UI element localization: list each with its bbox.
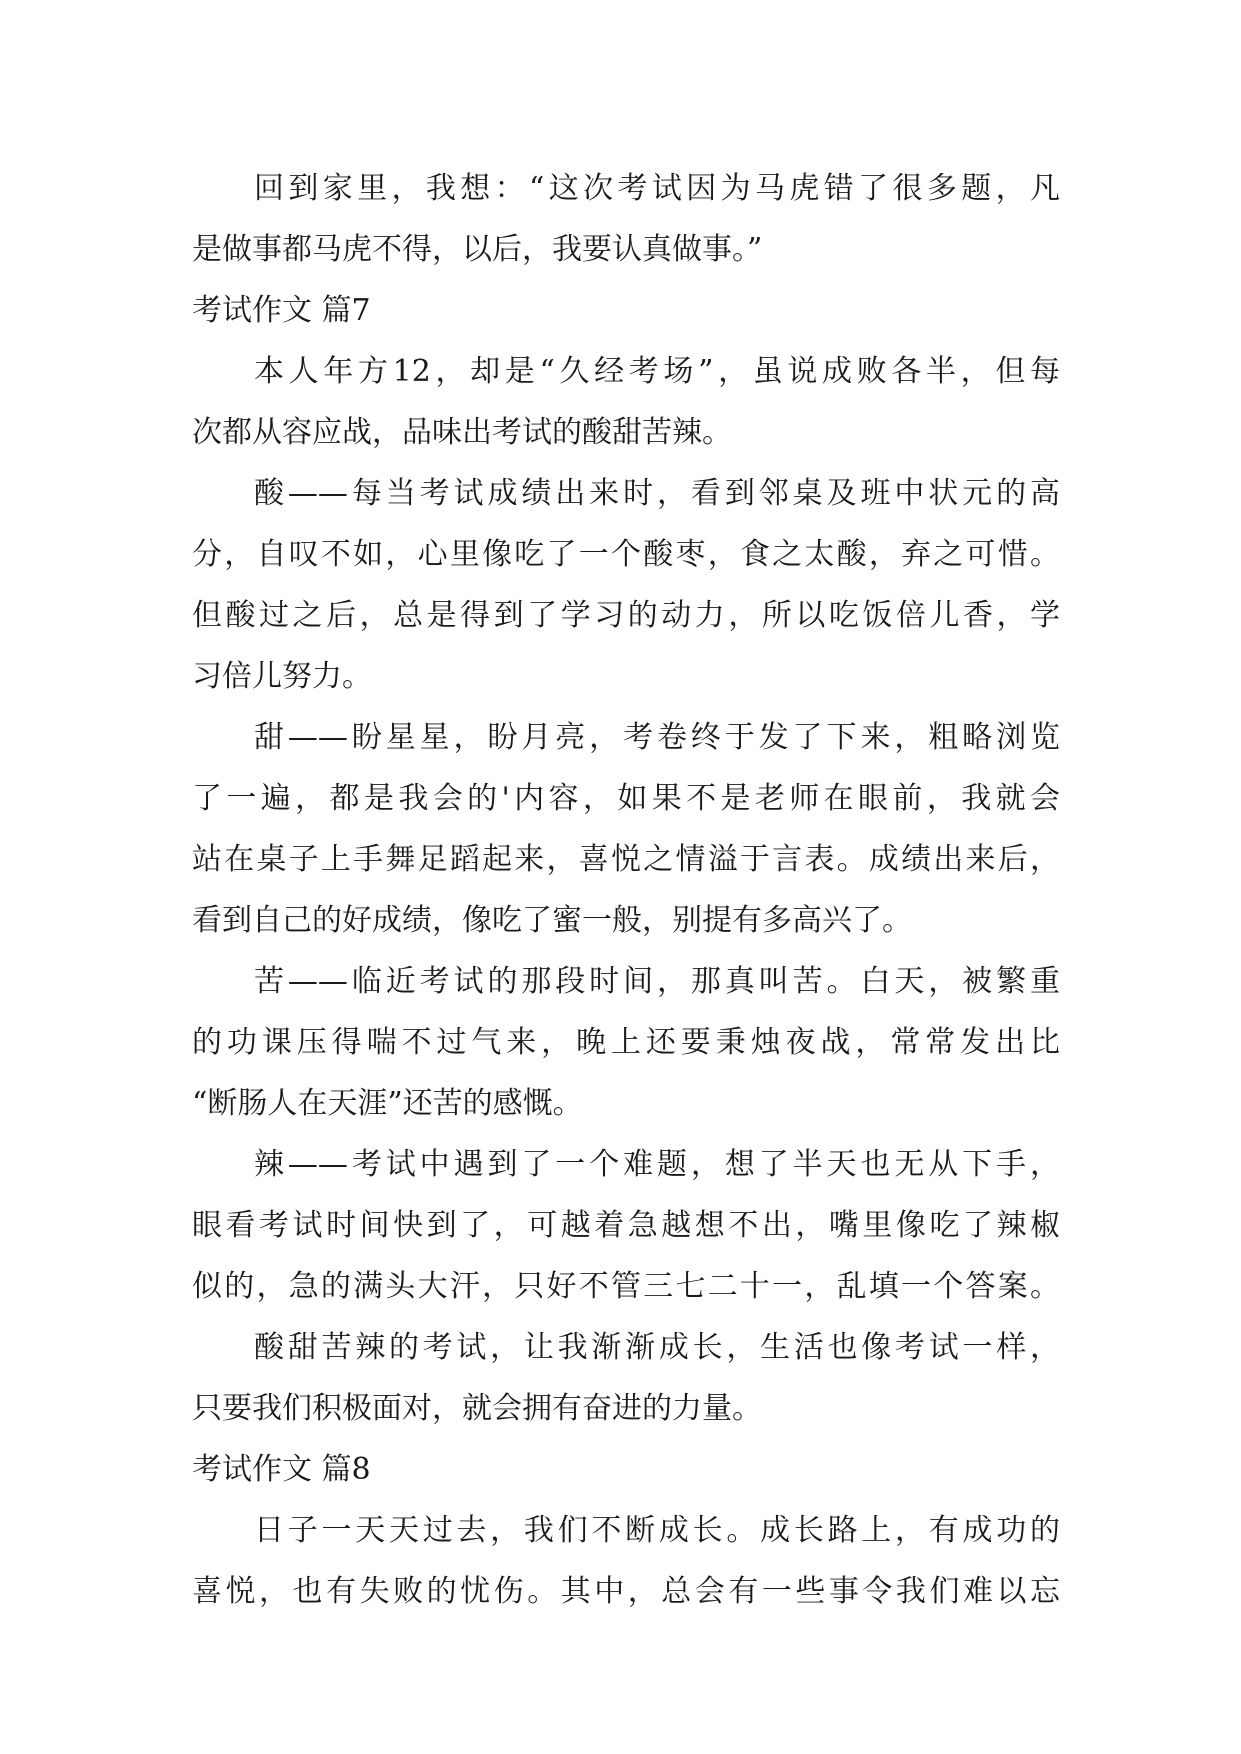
paragraph-line: 的功课压得喘不过气来，晚上还要秉烛夜战，常常发出比 <box>192 1025 1060 1060</box>
paragraph-line: 了一遍，都是我会的'内容，如果不是老师在眼前，我就会 <box>192 781 1060 816</box>
paragraph-line: 日子一天天过去，我们不断成长。成长路上，有成功的 <box>254 1513 1060 1548</box>
paragraph-line: 只要我们积极面对，就会拥有奋进的力量。 <box>192 1391 762 1426</box>
paragraph-line: 眼看考试时间快到了，可越着急越想不出，嘴里像吃了辣椒 <box>192 1208 1060 1243</box>
paragraph-line: 习倍儿努力。 <box>192 659 372 694</box>
paragraph-line: 但酸过之后，总是得到了学习的动力，所以吃饭倍儿香，学 <box>192 598 1060 633</box>
paragraph-line: 酸——每当考试成绩出来时，看到邻桌及班中状元的高 <box>254 476 1060 511</box>
paragraph-line: 站在桌子上手舞足蹈起来，喜悦之情溢于言表。成绩出来后， <box>192 842 1060 877</box>
paragraph-line: 酸甜苦辣的考试，让我渐渐成长，生活也像考试一样， <box>254 1330 1060 1365</box>
paragraph-line: 回到家里，我想：“这次考试因为马虎错了很多题，凡 <box>254 171 1060 206</box>
paragraph-line: “断肠人在天涯”还苦的感慨。 <box>192 1086 583 1121</box>
paragraph-line: 喜悦，也有失败的忧伤。其中，总会有一些事令我们难以忘 <box>192 1574 1060 1609</box>
paragraph-line: 苦——临近考试的那段时间，那真叫苦。白天，被繁重 <box>254 964 1060 999</box>
paragraph-line: 次都从容应战，品味出考试的酸甜苦辣。 <box>192 415 732 450</box>
paragraph-line: 本人年方12，却是“久经考场”，虽说成败各半，但每 <box>254 354 1060 389</box>
paragraph-line: 似的，急的满头大汗，只好不管三七二十一，乱填一个答案。 <box>192 1269 1060 1304</box>
section-heading: 考试作文 篇7 <box>192 293 371 328</box>
paragraph-line: 甜——盼星星，盼月亮，考卷终于发了下来，粗略浏览 <box>254 720 1060 755</box>
paragraph-line: 看到自己的好成绩，像吃了蜜一般，别提有多高兴了。 <box>192 903 912 938</box>
paragraph-line: 辣——考试中遇到了一个难题，想了半天也无从下手， <box>254 1147 1060 1182</box>
document-body <box>192 158 1060 1622</box>
paragraph-line: 分，自叹不如，心里像吃了一个酸枣，食之太酸，弃之可惜。 <box>192 537 1060 572</box>
paragraph-line: 是做事都马虎不得，以后，我要认真做事。” <box>192 232 763 267</box>
section-heading: 考试作文 篇8 <box>192 1452 371 1487</box>
